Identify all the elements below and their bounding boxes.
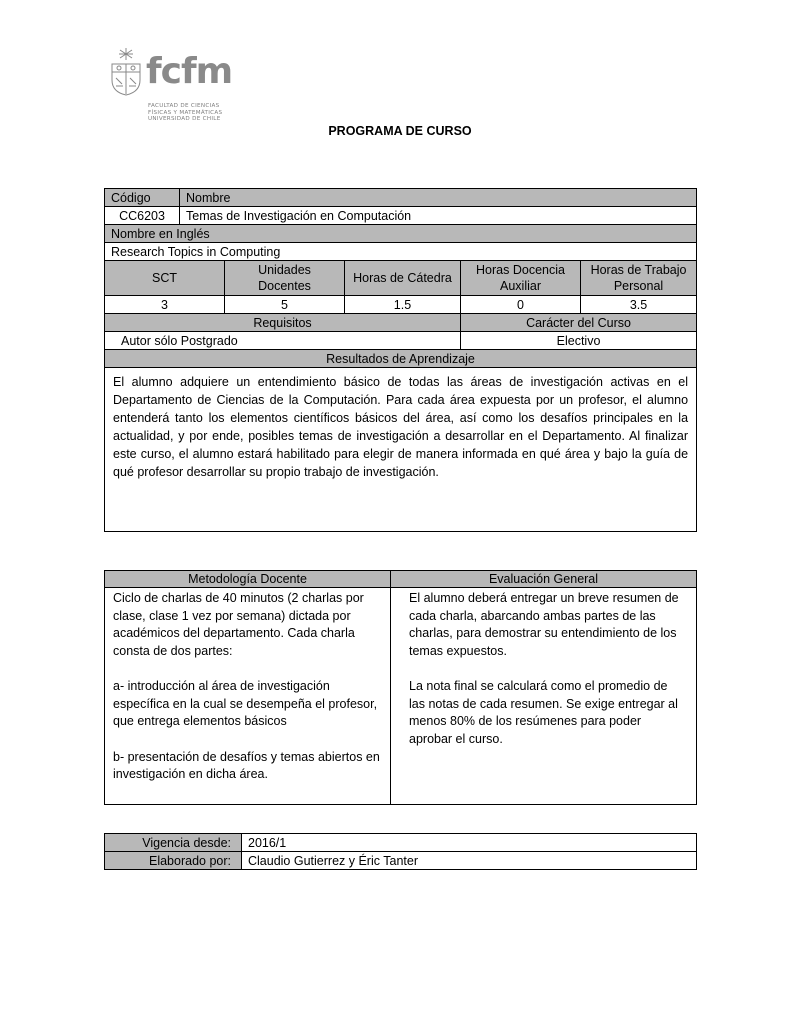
methodology-label: Metodología Docente bbox=[105, 571, 391, 588]
logo-subtitle-line: FACULTAD DE CIENCIAS bbox=[148, 103, 220, 109]
personal-hours-label-line: Horas de Trabajo bbox=[590, 263, 687, 277]
lecture-hours-label: Horas de Cátedra bbox=[345, 261, 461, 296]
evaluation-paragraph: La nota final se calculará como el promedio de las notas de cada resumen. Se exige entregar al menos 80% de los resúmenes para poder aprobar el curso. bbox=[409, 679, 678, 746]
logo-wordmark: fcfm bbox=[146, 51, 233, 92]
logo-subtitle-line: FÍSICAS Y MATEMÁTICAS bbox=[148, 109, 223, 116]
evaluation-paragraph: El alumno deberá entregar un breve resumen de cada charla, abarcando ambas partes de las charlas, para demostrar su entendimiento de los temas expuestos. bbox=[409, 591, 679, 658]
evaluation-label: Evaluación General bbox=[391, 571, 697, 588]
name-label: Nombre bbox=[180, 189, 697, 207]
learning-outcomes-label: Resultados de Aprendizaje bbox=[105, 350, 697, 368]
course-code: CC6203 bbox=[105, 207, 180, 225]
methodology-evaluation-table bbox=[104, 570, 697, 805]
english-name: Research Topics in Computing bbox=[105, 243, 697, 261]
sct-value: 3 bbox=[105, 296, 225, 314]
units-label-line: Unidades bbox=[258, 263, 311, 277]
methodology-paragraph: a- introducción al área de investigación específica en la cual se desempeña el profesor, que entrega elementos básicos bbox=[113, 679, 378, 728]
english-name-label: Nombre en Inglés bbox=[105, 225, 697, 243]
units-label-line: Docentes bbox=[258, 279, 311, 293]
personal-hours-value: 3.5 bbox=[581, 296, 697, 314]
aux-hours-value: 0 bbox=[461, 296, 581, 314]
course-name: Temas de Investigación en Computación bbox=[180, 207, 697, 225]
personal-hours-label-line: Personal bbox=[613, 279, 664, 293]
aux-hours-label-line: Auxiliar bbox=[500, 279, 541, 293]
personal-hours-label bbox=[581, 261, 697, 296]
sct-label: SCT bbox=[105, 261, 225, 296]
units-value: 5 bbox=[225, 296, 345, 314]
lecture-hours-value: 1.5 bbox=[345, 296, 461, 314]
requirements-label: Requisitos bbox=[105, 314, 461, 332]
aux-hours-label-line: Horas Docencia bbox=[476, 263, 565, 277]
valid-since-label: Vigencia desde: bbox=[105, 834, 242, 852]
methodology-text bbox=[105, 588, 391, 805]
prepared-by-label: Elaborado por: bbox=[105, 852, 242, 870]
logo-subtitle-line: UNIVERSIDAD DE CHILE bbox=[148, 116, 221, 122]
units-label bbox=[225, 261, 345, 296]
methodology-paragraph: Ciclo de charlas de 40 minutos (2 charlas por clase, clase 1 vez por semana) dictada por académicos del departamento. Cada charla consta de dos partes: bbox=[113, 591, 364, 658]
evaluation-text bbox=[391, 588, 697, 805]
requirements-value: Autor sólo Postgrado bbox=[105, 332, 461, 350]
university-seal-icon bbox=[108, 46, 144, 96]
course-character-value: Electivo bbox=[461, 332, 697, 350]
fcfm-logo bbox=[108, 46, 233, 126]
logo-subtitle bbox=[148, 103, 222, 123]
aux-hours-label bbox=[461, 261, 581, 296]
course-info-table bbox=[104, 188, 697, 532]
valid-since-value: 2016/1 bbox=[242, 834, 697, 852]
course-character-label: Carácter del Curso bbox=[461, 314, 697, 332]
learning-outcomes-text: El alumno adquiere un entendimiento básico de todas las áreas de investigación activas en el Departamento de Ciencias de la Computación. Para cada área expuesta por un profesor, el alumno entenderá tanto los elementos científicos básicos del área, así como los desafíos principales en la actualidad, y por ende, posibles temas de investigación a desarrollar en el Departamento. Al finalizar este curso, el alumno estará habilitado para elegir de manera informada en qué área y bajo la guía de qué profesor desarrollar su propio trabajo de investigación. bbox=[105, 368, 697, 532]
validity-table bbox=[104, 833, 697, 870]
prepared-by-value: Claudio Gutierrez y Éric Tanter bbox=[242, 852, 697, 870]
page-title: PROGRAMA DE CURSO bbox=[328, 124, 472, 138]
methodology-paragraph: b- presentación de desafíos y temas abiertos en investigación en dicha área. bbox=[113, 749, 380, 781]
code-label: Código bbox=[105, 189, 180, 207]
